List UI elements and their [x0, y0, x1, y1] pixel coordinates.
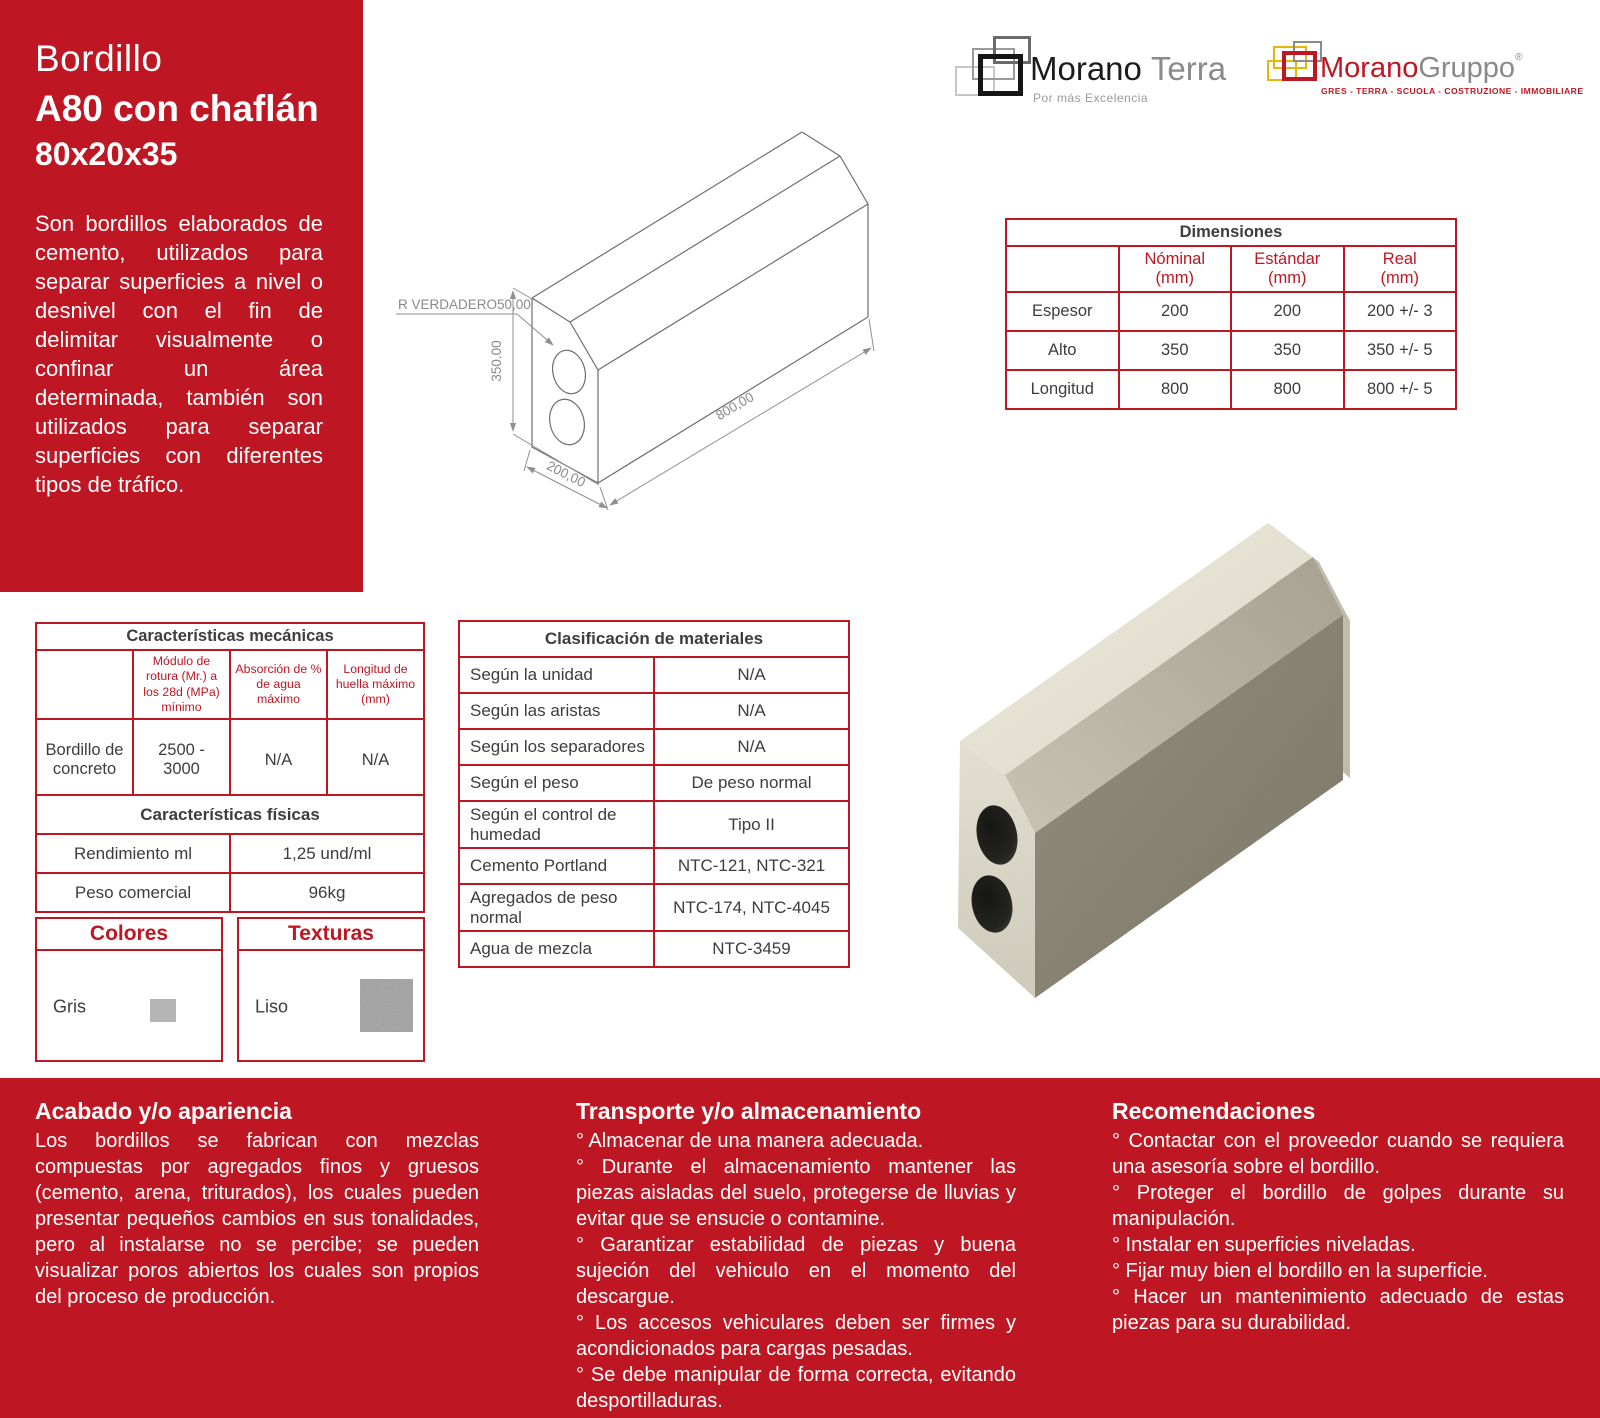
table-row: Peso comercial 96kg [36, 873, 424, 912]
morano-terra-wordmark: Morano Terra [1030, 50, 1227, 87]
footer-bullet: ° Los accesos vehiculares deben ser firmes y acondicionados para cargas pesadas. [576, 1312, 1016, 1360]
footer-bullet: ° Instalar en superficies niveladas. [1112, 1234, 1416, 1256]
colors-box-title: Colores [37, 919, 221, 951]
product-3d-render [895, 478, 1595, 1058]
drawing-hole-bottom [545, 396, 589, 449]
smooth-texture-swatch [360, 979, 413, 1032]
physical-table-title: Características físicas [36, 795, 424, 834]
table-row: Según las aristas N/A [459, 693, 849, 729]
classification-table-title: Clasificación de materiales [459, 621, 849, 657]
footer-bullet: ° Se debe manipular de forma correcta, evitando desportilladuras. [576, 1364, 1016, 1412]
col-header-absorcion: Absorción de % de agua máximo [230, 650, 327, 719]
morano-gruppo-tagline: GRES - TERRA - SCUOLA - COSTRUZIONE - IMMOBILIARE [1321, 86, 1584, 96]
footer-column-acabado [35, 1098, 479, 1310]
table-row: Según los separadores N/A [459, 729, 849, 765]
logo-square-icon [978, 54, 1023, 96]
table-row: Según la unidad N/A [459, 657, 849, 693]
table-row: Bordillo de concreto 2500 - 3000 N/A N/A [36, 719, 424, 801]
physical-properties-table [35, 794, 425, 913]
footer-bullet: ° Garantizar estabilidad de piezas y buena sujeción del vehiculo en el momento del descargue. [576, 1234, 1016, 1308]
title-block [0, 0, 363, 592]
col-header-nominal: Nóminal (mm) [1119, 246, 1232, 292]
drawing-hole-top [548, 347, 590, 397]
end-face-outline [532, 298, 598, 483]
table-row: Según el control de humedad Tipo II [459, 801, 849, 848]
product-family: Bordillo [35, 38, 163, 79]
footer-bullet: ° Durante el almacenamiento mantener las piezas aisladas del suelo, protegerse de lluvias y evitar que se ensucie o contamine. [576, 1156, 1016, 1230]
footer-band [0, 1078, 1600, 1418]
mechanical-table-title: Características mecánicas [36, 623, 424, 650]
mechanical-properties-table [35, 622, 425, 802]
textures-box [237, 917, 425, 1062]
table-row: Espesor 200 200 200 +/- 3 [1006, 292, 1456, 331]
textures-box-title: Texturas [239, 919, 423, 951]
footer-heading: Transporte y/o almacenamiento [576, 1098, 922, 1124]
footer-bullet: ° Contactar con el proveedor cuando se requiera una asesoría sobre el bordillo. [1112, 1130, 1564, 1178]
footer-paragraph: Los bordillos se fabrican con mezclas compuestas por agregados finos y gruesos (cemento, arena, triturados), los cuales pueden presentar pequeños cambios en sus tonalidades, pero al instalarse no se percibe; se pueden visualizar poros abiertos los cuales son propios del proceso de producción. [35, 1130, 479, 1308]
table-row: Cemento Portland NTC-121, NTC-321 [459, 848, 849, 884]
table-row: Agregados de peso normal NTC-174, NTC-4045 [459, 884, 849, 931]
gray-color-swatch [150, 999, 176, 1022]
registered-mark: ® [1515, 52, 1523, 63]
footer-bullet: ° Hacer un mantenimiento adecuado de estas piezas para su durabilidad. [1112, 1286, 1564, 1334]
morano-gruppo-wordmark: MoranoGruppo® [1320, 52, 1523, 84]
table-row: Según el peso De peso normal [459, 765, 849, 801]
col-header-real: Real (mm) [1344, 246, 1457, 292]
col-header-huella: Longitud de huella máximo (mm) [327, 650, 424, 719]
footer-column-recomendaciones [1112, 1098, 1564, 1336]
footer-bullet: ° Proteger el bordillo de golpes durante su manipulación. [1112, 1182, 1564, 1230]
table-row: Agua de mezcla NTC-3459 [459, 931, 849, 967]
blank-header-cell [36, 650, 133, 719]
col-header-modulo: Módulo de rotura (Mr.) a los 28d (MPa) mínimo [133, 650, 230, 719]
dim-length-label: 800,00 [713, 389, 757, 424]
table-row: Longitud 800 800 800 +/- 5 [1006, 370, 1456, 409]
dim-height-label: 350.00 [489, 340, 504, 382]
footer-column-transporte [576, 1098, 1016, 1414]
col-header-estandar: Estándar (mm) [1231, 246, 1344, 292]
cad-drawing [380, 100, 945, 520]
dim-radius-label: R VERDADERO50,00 [398, 297, 531, 312]
morano-terra-logo [945, 28, 1257, 108]
footer-heading: Acabado y/o apariencia [35, 1098, 292, 1124]
product-size: 80x20x35 [35, 136, 178, 172]
footer-bullet: ° Fijar muy bien el bordillo en la superficie. [1112, 1260, 1488, 1282]
product-name: A80 con chaflán [35, 88, 319, 129]
dimensions-table [1005, 218, 1457, 410]
dimensions-table-title: Dimensiones [1006, 219, 1456, 246]
table-row: Alto 350 350 350 +/- 5 [1006, 331, 1456, 370]
logo-square-icon [1282, 51, 1317, 81]
blank-header-cell [1006, 246, 1119, 292]
colors-box [35, 917, 223, 1062]
morano-gruppo-logo [1243, 32, 1584, 98]
footer-bullet: ° Almacenar de una manera adecuada. [576, 1130, 924, 1152]
footer-heading: Recomendaciones [1112, 1098, 1316, 1124]
product-description: Son bordillos elaborados de cemento, utilizados para separar superficies a nivel o desnivel con el fin de delimitar visualmente o confinar un área determinada, también son utilizados para separar superficies con diferentes tipos de tráfico. [35, 211, 323, 498]
color-name-label: Gris [53, 996, 86, 1016]
morano-terra-tagline: Por más Excelencia [1033, 91, 1149, 105]
texture-name-label: Liso [255, 996, 289, 1016]
dim-width-label: 200,00 [544, 457, 588, 491]
table-row: Rendimiento ml 1,25 und/ml [36, 834, 424, 873]
material-classification-table [458, 620, 850, 968]
